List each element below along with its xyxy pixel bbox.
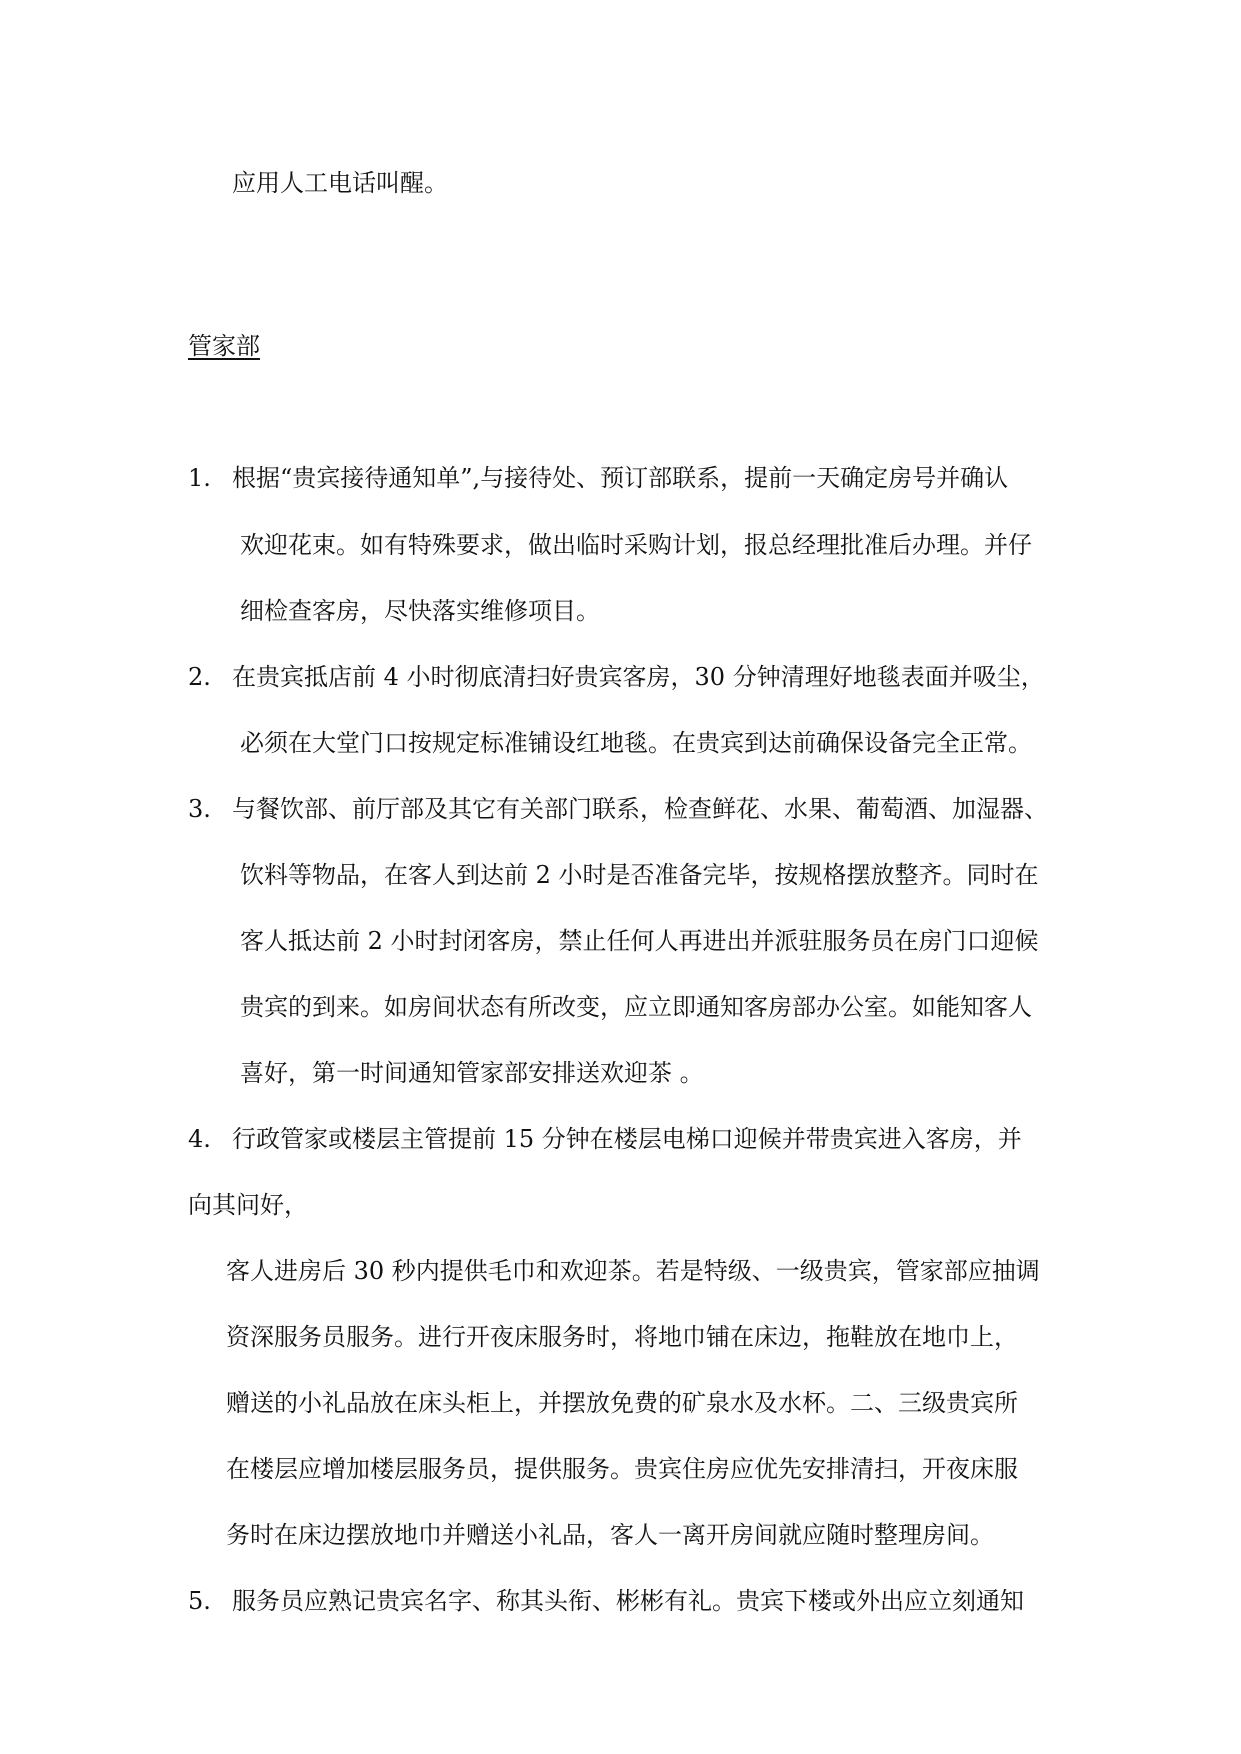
item-number: 2. [188,663,211,691]
item-number: 3. [188,795,211,823]
item-line: 必须在大堂门口按规定标准铺设红地毯。在贵宾到达前确保设备完全正常。 [240,729,1032,757]
item-line: 赠送的小礼品放在床头柜上，并摆放免费的矿泉水及水杯。二、三级贵宾所 [226,1389,1018,1417]
item-line: 喜好，第一时间通知管家部安排送欢迎茶 。 [240,1059,704,1087]
item-number: 4. [188,1125,211,1153]
section-title: 管家部 [188,332,260,360]
item-line: 在楼层应增加楼层服务员，提供服务。贵宾住房应优先安排清扫，开夜床服 [226,1455,1018,1483]
item-line: 欢迎花束。如有特殊要求，做出临时采购计划，报总经理批准后办理。并仔 [240,531,1032,559]
item-line: 饮料等物品，在客人到达前 2 小时是否准备完毕，按规格摆放整齐。同时在 [240,861,1039,889]
item-line: 细检查客房，尽快落实维修项目。 [240,597,600,625]
item-line: 客人进房后 30 秒内提供毛巾和欢迎茶。若是特级、一级贵宾，管家部应抽调 [226,1257,1040,1285]
item-line: 务时在床边摆放地巾并赠送小礼品，客人一离开房间就应随时整理房间。 [226,1521,994,1549]
item-line: 根据“贵宾接待通知单”,与接待处、预订部联系，提前一天确定房号并确认 [232,464,1009,492]
item-number: 5. [188,1587,211,1615]
item-line: 向其问好， [188,1191,308,1219]
intro-line: 应用人工电话叫醒。 [232,169,448,197]
item-line: 在贵宾抵店前 4 小时彻底清扫好贵宾客房，30 分钟清理好地毯表面并吸尘， [232,663,1045,691]
item-line: 行政管家或楼层主管提前 15 分钟在楼层电梯口迎候并带贵宾进入客房，并 [232,1125,1022,1153]
item-line: 贵宾的到来。如房间状态有所改变，应立即通知客房部办公室。如能知客人 [240,993,1032,1021]
item-line: 客人抵达前 2 小时封闭客房，禁止任何人再进出并派驻服务员在房门口迎候 [240,927,1039,955]
item-line: 与餐饮部、前厅部及其它有关部门联系，检查鲜花、水果、葡萄酒、加湿器、 [232,795,1048,823]
item-line: 服务员应熟记贵宾名字、称其头衔、彬彬有礼。贵宾下楼或外出应立刻通知 [232,1587,1024,1615]
item-number: 1. [188,464,211,492]
item-line: 资深服务员服务。进行开夜床服务时，将地巾铺在床边，拖鞋放在地巾上， [226,1323,1018,1351]
